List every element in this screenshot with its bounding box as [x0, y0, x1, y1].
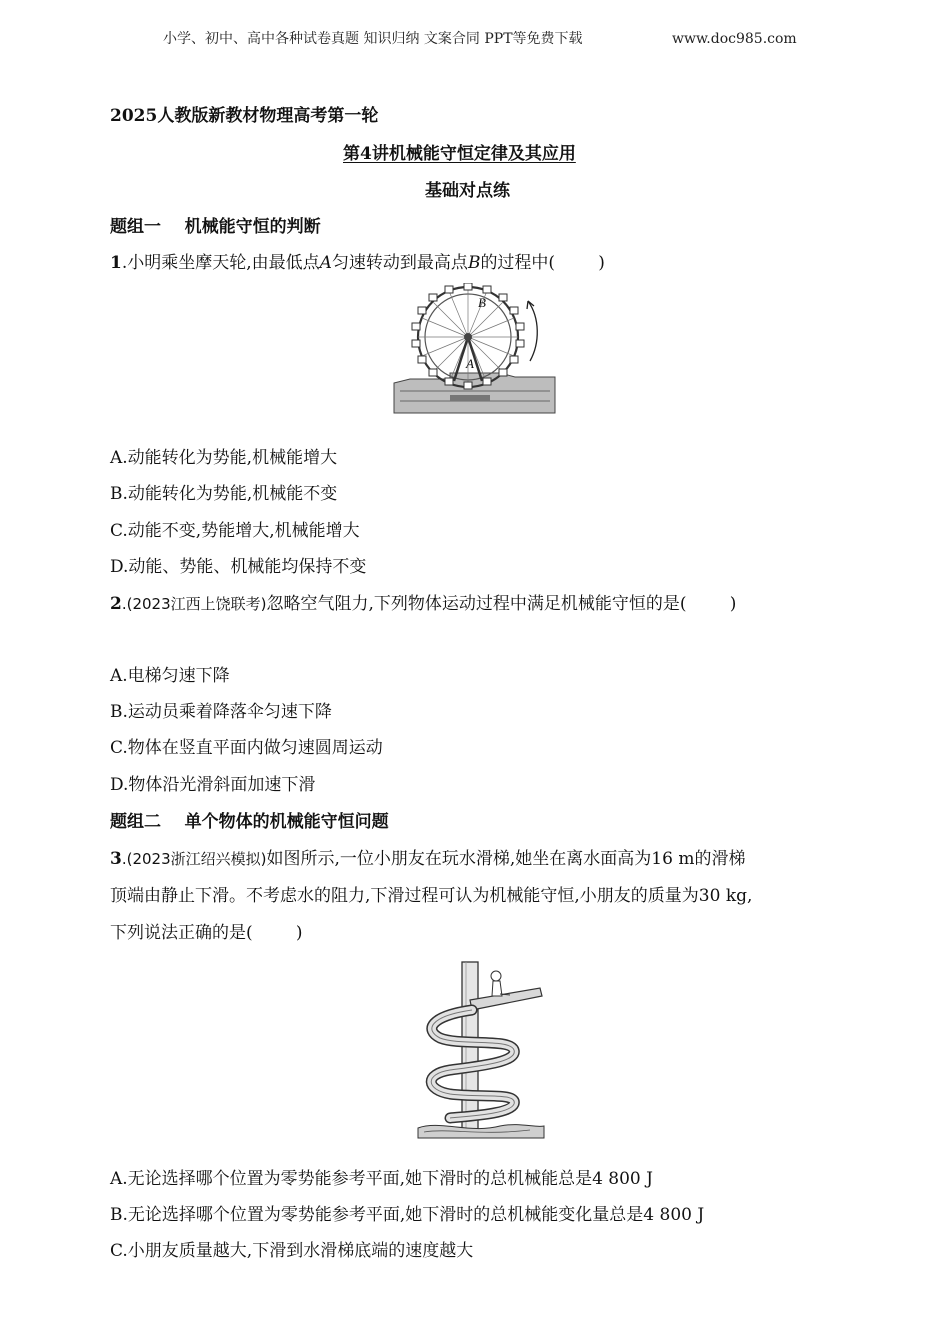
q2-source: .(2023江西上饶联考): [121, 595, 267, 613]
q2-stem: 2.(2023江西上饶联考)忽略空气阻力,下列物体运动过程中满足机械能守恒的是( ): [110, 594, 737, 614]
header-url[interactable]: www.doc985.com: [672, 31, 797, 47]
q3-number: 3: [110, 849, 122, 869]
series-title: 2025人教版新教材物理高考第一轮: [110, 106, 379, 126]
fig-label-b: B: [478, 295, 486, 310]
q1-number: 1: [110, 253, 122, 273]
point-a-var: A: [319, 253, 332, 273]
point-b-var: B: [467, 253, 481, 273]
q2-number: 2: [110, 594, 122, 614]
water-slide-illustration: [410, 958, 550, 1140]
q1-option-a: A.动能转化为势能,机械能增大: [110, 448, 338, 468]
q2-option-c: C.物体在竖直平面内做匀速圆周运动: [110, 738, 383, 758]
group2-title: 题组二 单个物体的机械能守恒问题: [110, 812, 389, 832]
q3-stem-line1: 3.(2023浙江绍兴模拟)如图所示,一位小朋友在玩水滑梯,她坐在离水面高为16 m的滑梯: [110, 849, 746, 869]
q3-option-b: B.无论选择哪个位置为零势能参考平面,她下滑时的总机械能变化量总是4 800 J: [110, 1205, 705, 1225]
section-title: 基础对点练: [425, 181, 510, 201]
q3-option-a: A.无论选择哪个位置为零势能参考平面,她下滑时的总机械能总是4 800 J: [110, 1169, 653, 1189]
q2-option-a: A.电梯匀速下降: [110, 666, 230, 686]
q1-stem: 1.小明乘坐摩天轮,由最低点A匀速转动到最高点B的过程中( ): [110, 253, 605, 273]
lecture-title: 第4讲机械能守恒定律及其应用: [343, 144, 576, 164]
page-header: [163, 28, 583, 50]
q1-option-d: D.动能、势能、机械能均保持不变: [110, 557, 367, 577]
q3-stem-line2: 顶端由静止下滑。不考虑水的阻力,下滑过程可认为机械能守恒,小朋友的质量为30 kg,: [110, 886, 753, 906]
q3-stem-line3: 下列说法正确的是( ): [110, 923, 303, 943]
ferris-wheel-illustration: [390, 283, 560, 415]
group1-title: 题组一 机械能守恒的判断: [110, 217, 321, 237]
header-text: 小学、初中、高中各种试卷真题 知识归纳 文案合同 PPT等免费下载: [163, 31, 583, 47]
q3-source: .(2023浙江绍兴模拟): [121, 850, 267, 868]
water-slide-figure: [410, 958, 550, 1140]
ferris-wheel-figure: [390, 283, 560, 415]
q2-option-d: D.物体沿光滑斜面加速下滑: [110, 775, 316, 795]
q1-option-b: B.动能转化为势能,机械能不变: [110, 484, 338, 504]
q2-option-b: B.运动员乘着降落伞匀速下降: [110, 702, 332, 722]
q1-option-c: C.动能不变,势能增大,机械能增大: [110, 521, 360, 541]
fig-label-a: A: [466, 356, 474, 371]
q3-option-c: C.小朋友质量越大,下滑到水滑梯底端的速度越大: [110, 1241, 474, 1261]
